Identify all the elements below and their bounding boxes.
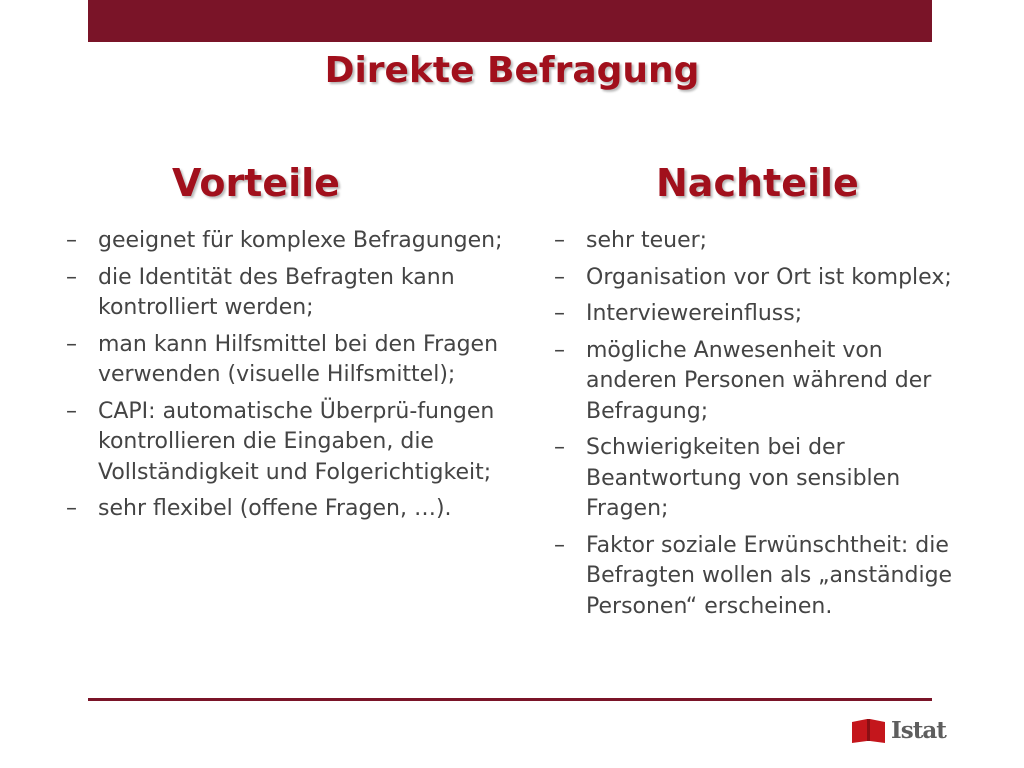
list-item-text: sehr teuer; xyxy=(586,228,708,253)
list-item-text: man kann Hilfsmittel bei den Fragen verwenden (visuelle Hilfsmittel); xyxy=(98,331,499,387)
list-item xyxy=(66,397,522,489)
list-item-text: Faktor soziale Erwünschtheit: die Befragten wollen als „anständige Personen“ erscheinen. xyxy=(586,532,953,619)
list-item xyxy=(66,226,522,257)
bottom-divider xyxy=(88,698,932,701)
disadvantages-list xyxy=(554,226,974,628)
bullet-dash: – xyxy=(554,435,565,460)
list-item xyxy=(554,531,974,623)
list-item xyxy=(554,226,974,257)
list-item-text: Organisation vor Ort ist komplex; xyxy=(586,264,952,290)
list-item-text: geeignet für komplexe Befragungen; xyxy=(98,228,503,253)
list-item-text: mögliche Anwesenheit von anderen Personen während der Befragung; xyxy=(586,337,932,424)
heading-vorteile: Vorteile xyxy=(172,161,340,205)
list-item xyxy=(554,299,974,330)
bullet-dash: – xyxy=(66,228,77,253)
logo-text: Istat xyxy=(891,716,946,744)
list-item xyxy=(554,336,974,428)
bullet-dash: – xyxy=(66,264,77,290)
bullet-dash: – xyxy=(66,331,77,357)
book-icon xyxy=(851,717,887,743)
istat-logo xyxy=(851,716,946,744)
advantages-list xyxy=(66,226,522,531)
bullet-dash: – xyxy=(554,301,565,326)
bullet-dash: – xyxy=(554,264,565,290)
list-item-text: CAPI: automatische Überprü-fungen kontrollieren die Eingaben, die Vollständigkeit und Folgerichtigkeit; xyxy=(98,398,495,485)
bullet-dash: – xyxy=(554,337,565,363)
heading-nachteile: Nachteile xyxy=(656,161,859,205)
slide-title: Direkte Befragung xyxy=(324,50,700,91)
bullet-dash: – xyxy=(66,496,77,521)
list-item-text: sehr flexibel (offene Fragen, …). xyxy=(98,496,452,521)
list-item xyxy=(66,330,522,391)
list-item-text: Schwierigkeiten bei der Beantwortung von sensiblen Fragen; xyxy=(586,435,901,521)
list-item xyxy=(554,433,974,525)
list-item xyxy=(554,263,974,294)
list-item xyxy=(66,494,522,525)
top-accent-band xyxy=(88,0,932,42)
bullet-dash: – xyxy=(554,228,565,253)
list-item-text: die Identität des Befragten kann kontrolliert werden; xyxy=(98,264,455,320)
bullet-dash: – xyxy=(554,532,565,558)
list-item xyxy=(66,263,522,324)
bullet-dash: – xyxy=(66,398,77,424)
list-item-text: Interviewereinfluss; xyxy=(586,301,803,326)
